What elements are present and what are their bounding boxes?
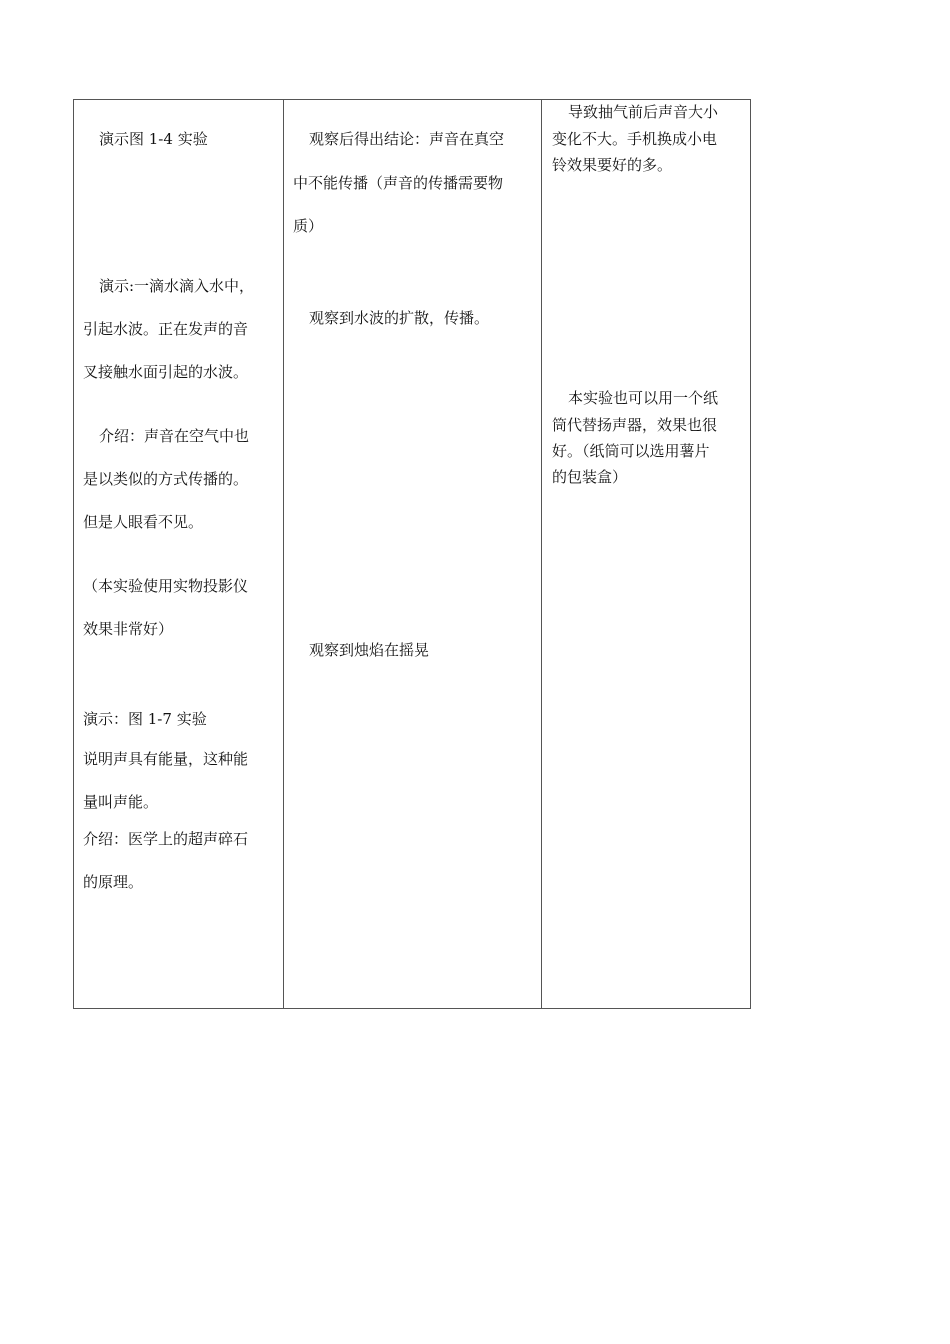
intro-medical-line-1: 介绍：医学上的超声碎石 <box>83 830 249 848</box>
sound-energy-line-1: 说明声具有能量，这种能 <box>83 750 249 768</box>
lesson-table <box>73 99 751 1009</box>
paper-tube-note-line-1: 本实验也可以用一个纸 <box>568 389 719 407</box>
candle-observation: 观察到烛焰在摇晃 <box>309 641 430 659</box>
phone-note-line-1: 导致抽气前后声音大小 <box>568 103 719 121</box>
paper-tube-note-line-3: 好。（纸筒可以选用薯片 <box>552 442 710 460</box>
demo-figure-1-7: 演示：图 1-7 实验 <box>83 710 207 728</box>
paper-tube-note-line-2: 筒代替扬声器，效果也很 <box>552 416 718 434</box>
intro-medical-line-2: 的原理。 <box>83 873 144 891</box>
note-projector-line-2: 效果非常好） <box>83 620 174 638</box>
phone-note-line-3: 铃效果要好的多。 <box>552 156 673 174</box>
intro-air-line-2: 是以类似的方式传播的。 <box>83 470 249 488</box>
phone-note-line-2: 变化不大。手机换成小电 <box>552 130 718 148</box>
vacuum-conclusion-line-1: 观察后得出结论：声音在真空 <box>309 130 505 148</box>
paper-tube-note-line-4: 的包装盒） <box>552 468 628 486</box>
sound-energy-line-2: 量叫声能。 <box>83 793 159 811</box>
intro-air-line-3: 但是人眼看不见。 <box>83 513 204 531</box>
demo-figure-1-4: 演示图 1-4 实验 <box>99 130 208 148</box>
column-divider-1 <box>283 100 284 1008</box>
water-wave-observation: 观察到水波的扩散，传播。 <box>309 309 490 327</box>
demo-water-line-2: 引起水波。正在发声的音 <box>83 320 249 338</box>
column-divider-2 <box>541 100 542 1008</box>
vacuum-conclusion-line-2: 中不能传播（声音的传播需要物 <box>293 174 504 192</box>
demo-water-line-1: 演示:一滴水滴入水中， <box>99 277 255 295</box>
demo-water-line-3: 叉接触水面引起的水波。 <box>83 363 249 381</box>
note-projector-line-1: （本实验使用实物投影仪 <box>83 577 249 595</box>
vacuum-conclusion-line-3: 质） <box>293 217 324 235</box>
intro-air-line-1: 介绍：声音在空气中也 <box>99 427 250 445</box>
